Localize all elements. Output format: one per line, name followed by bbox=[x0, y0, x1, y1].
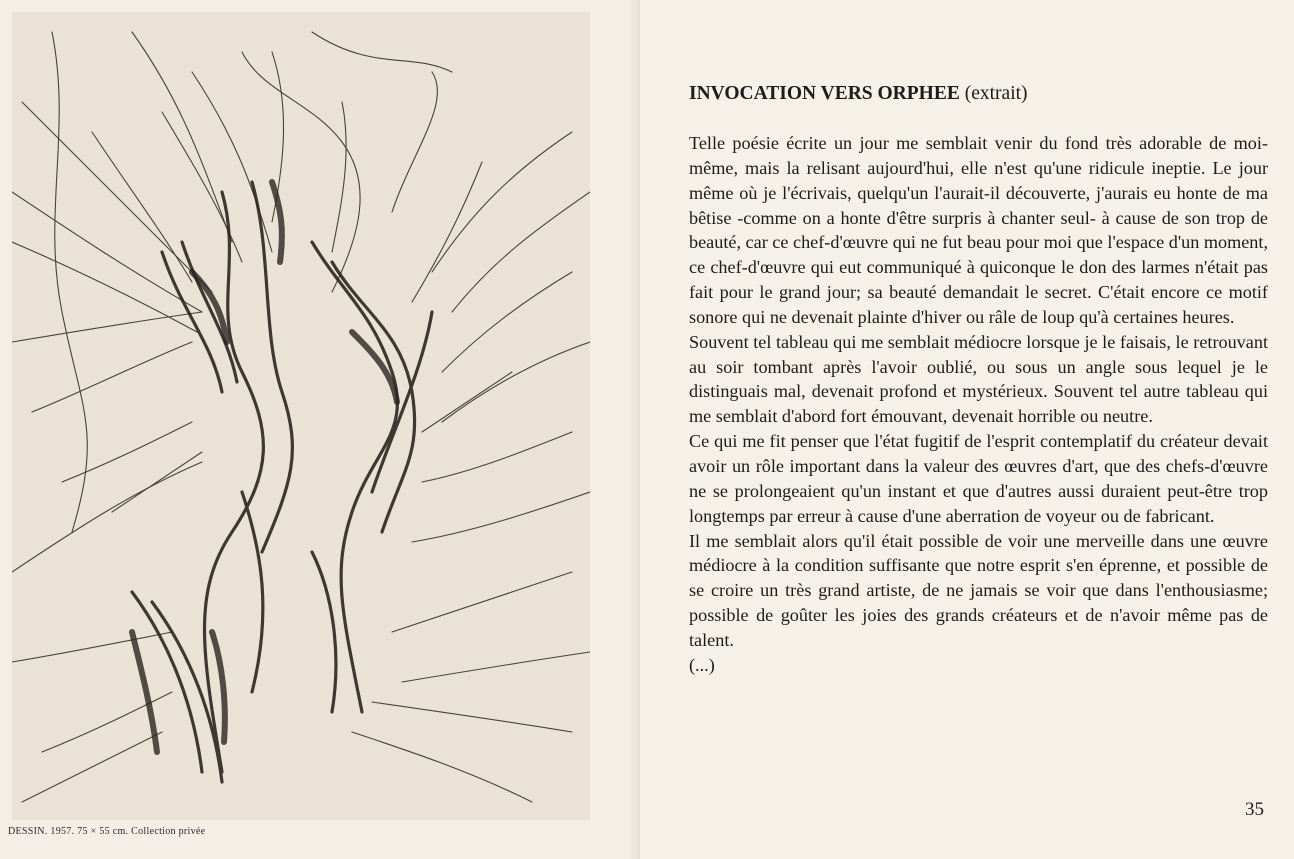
drawing-caption: DESSIN. 1957. 75 × 55 cm. Collection privée bbox=[8, 826, 206, 837]
paragraph: (...) bbox=[689, 654, 715, 675]
left-page bbox=[0, 0, 640, 859]
poem-title bbox=[689, 81, 1289, 107]
page-number: 35 bbox=[1245, 799, 1264, 820]
title-text: INVOCATION VERS ORPHEE bbox=[689, 83, 960, 104]
right-page bbox=[640, 0, 1294, 859]
paragraph: Souvent tel tableau qui me semblait médiocre lorsque je le faisais, le retrouvant au soir tombant après l'avoir oublié, ou sous un angle sous lequel je le distinguais mal, devenait profond et mystérieux. Souvent tel autre tableau qui me semblait d'abord fort émouvant, devenait horrible ou neutre. bbox=[689, 331, 1268, 427]
title-suffix: (extrait) bbox=[964, 83, 1028, 104]
paragraph: Telle poésie écrite un jour me semblait venir du fond très adorable de moi-même, mais la relisant aujourd'hui, elle n'est qu'une ridicule ineptie. Le jour même où je l'écrivais, quelqu'un l'aurait-il découverte, j'aurais eu honte de ma bêtise -comme on a honte d'être surpris à chanter seul- à cause de son trop de beauté, car ce chef-d'œuvre qui ne fut beau pour moi que l'espace d'un moment, ce chef-d'œuvre qui eut communiqué à quiconque le don des larmes n'était pas fait pour le grand jour; sa beauté demandait le secret. C'était encore ce motif sonore qui ne devenait plainte d'hiver ou râle de loup qu'à certaines heures. bbox=[689, 133, 1268, 327]
drawing-artwork bbox=[12, 12, 590, 820]
paragraph: Il me semblait alors qu'il était possible de voir une merveille dans une œuvre médiocre à la condition suffisante que notre esprit s'en éprenne, et possible de se croire un très grand artiste, de ne jamais se voir que dans l'enthousiasme; possible de goûter les joies des grands créateurs et de n'avoir même pas de talent. bbox=[689, 530, 1268, 650]
paragraph: Ce qui me fit penser que l'état fugitif de l'esprit contemplatif du créateur devait avoir un rôle important dans la valeur des œuvres d'art, que des chefs-d'œuvre ne se prolongeaient qu'un instant et que d'autres aussi duraient peut-être trop longtemps par erreur à cause d'une aberration de voyeur ou de fabricant. bbox=[689, 431, 1268, 526]
body-text bbox=[689, 131, 1268, 678]
ink-drawing-illustration bbox=[12, 12, 590, 820]
